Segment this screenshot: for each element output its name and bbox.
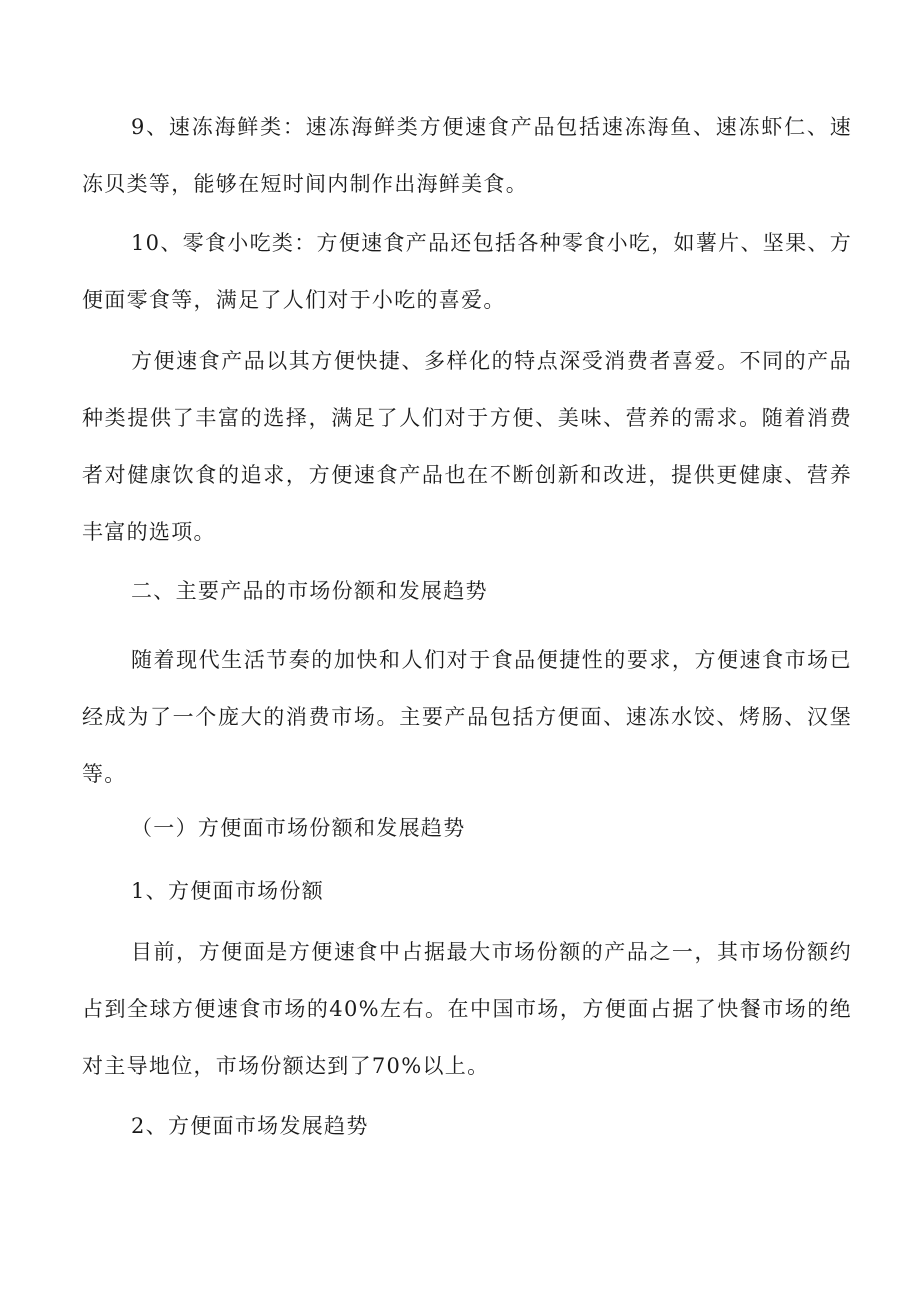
- paragraph-summary: 方便速食产品以其方便快捷、多样化的特点深受消费者喜爱。不同的产品种类提供了丰富的选择，满足了人们对于方便、美味、营养的需求。随着消费者对健康饮食的追求，方便速食产品也在不断创新和改进，提供更健康、营养丰富的选项。: [82, 349, 852, 544]
- paragraph-noodle-share: 目前，方便面是方便速食中占据最大市场份额的产品之一，其市场份额约占到全球方便速食市场的40%左右。在中国市场，方便面占据了快餐市场的绝对主导地位，市场份额达到了70%以上。: [82, 940, 852, 1078]
- section-heading-market-share: 二、主要产品的市场份额和发展趋势: [131, 579, 488, 603]
- paragraph-market-intro: 随着现代生活节奏的加快和人们对于食品便捷性的要求，方便速食市场已经成为了一个庞大的消费市场。主要产品包括方便面、速冻水饺、烤肠、汉堡等。: [82, 648, 852, 786]
- paragraph-frozen-seafood: 9、速冻海鲜类：速冻海鲜类方便速食产品包括速冻海鱼、速冻虾仁、速冻贝类等，能够在短时间内制作出海鲜美食。: [82, 115, 852, 196]
- item-heading-noodle-share: 1、方便面市场份额: [131, 879, 325, 903]
- item-heading-noodle-trend: 2、方便面市场发展趋势: [131, 1114, 369, 1138]
- paragraph-snacks: 10、零食小吃类：方便速食产品还包括各种零食小吃，如薯片、坚果、方便面零食等，满足了人们对于小吃的喜爱。: [82, 231, 852, 312]
- subsection-heading-instant-noodles: （一）方便面市场份额和发展趋势: [131, 816, 466, 840]
